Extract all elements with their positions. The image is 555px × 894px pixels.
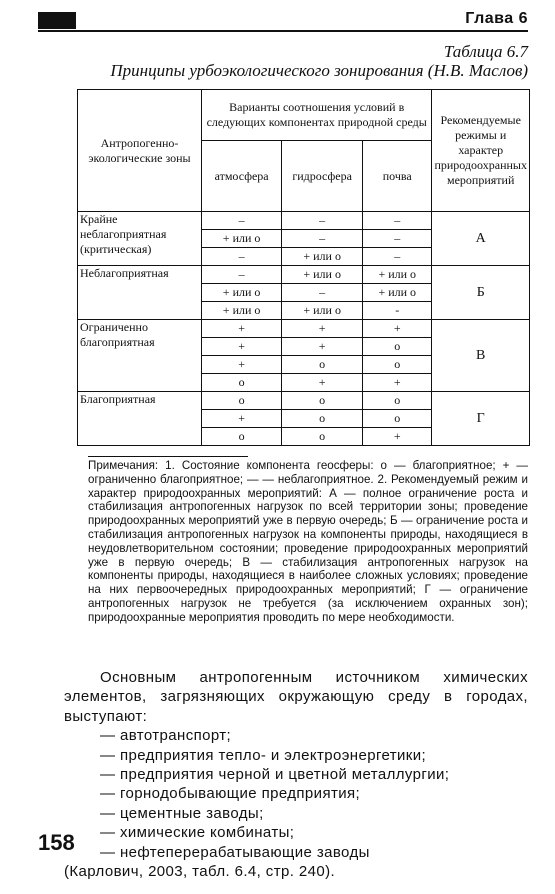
condition-cell: о [363, 338, 432, 356]
condition-cell: + или о [282, 266, 363, 284]
condition-cell: + [363, 428, 432, 446]
condition-cell: - [363, 302, 432, 320]
condition-cell: о [282, 392, 363, 410]
condition-cell: о [363, 392, 432, 410]
zoning-table [77, 89, 530, 446]
condition-cell: о [363, 410, 432, 428]
condition-cell: – [363, 248, 432, 266]
table-row [78, 320, 530, 338]
condition-cell: – [282, 284, 363, 302]
condition-cell: – [282, 212, 363, 230]
condition-cell: + [282, 338, 363, 356]
condition-cell: – [202, 212, 282, 230]
condition-cell: о [202, 428, 282, 446]
table-number: Таблица 6.7 [443, 42, 528, 61]
condition-cell: – [363, 212, 432, 230]
condition-cell: о [282, 410, 363, 428]
condition-cell: – [202, 266, 282, 284]
condition-cell: о [363, 356, 432, 374]
source-item: — горнодобывающие предприятия; [100, 785, 361, 803]
condition-cell: о [282, 356, 363, 374]
condition-cell: – [282, 230, 363, 248]
zone-name: Крайне неблагоприятная (критическая) [78, 212, 202, 266]
condition-cell: – [363, 230, 432, 248]
condition-cell: + или о [202, 230, 282, 248]
condition-cell: + [202, 320, 282, 338]
condition-cell: + или о [282, 248, 363, 266]
condition-cell: о [282, 428, 363, 446]
table-row [78, 392, 530, 410]
header-atmosphere: атмосфера [202, 141, 282, 212]
source-item: — цементные заводы; [100, 804, 264, 822]
header-soil: почва [363, 141, 432, 212]
body-text [64, 668, 528, 881]
table-notes: Примечания: 1. Состояние компонента геосферы: о — благоприятное; + — ограниченно благоприятное; — — неблагоприятное. 2. Рекомендуемый режим и характер природоохранных мероприятий: А — полное ограничение роста и стабилизация антропогенных нагрузок по всей территории зоны; проведение природоохранных мероприятий уже в первую очередь; Б — ограничение роста и стабилизация антропогенных нагрузок на компоненты природы, находящиеся в неудовлетворительном состоянии; проведение природоохранных мероприятий уже в первую очередь; В — стабилизация антропогенных нагрузок на компоненты природы, находящиеся в наиболее сложных условиях; проведение на них первоочередных природоохранных мероприятий; Г — ограничение антропогенных нагрузок не требуется (за исключением охранных зон); природоохранные мероприятия проводить по мере необходимости. [88, 459, 528, 624]
header-variants: Варианты соотношения условий в следующих компонентах природной среды [202, 90, 432, 141]
header-regime: Рекомендуемые режимы и характер природоохранных мероприятий [432, 90, 530, 212]
regime-code: В [432, 320, 530, 392]
page-number: 158 [38, 830, 75, 855]
condition-cell: + [282, 320, 363, 338]
condition-cell: о [202, 374, 282, 392]
source-item: — предприятия тепло- и электроэнергетики; [100, 746, 427, 764]
condition-cell: + или о [282, 302, 363, 320]
condition-cell: + [202, 356, 282, 374]
source-item: — химические комбинаты; [100, 824, 295, 842]
regime-code: А [432, 212, 530, 266]
header-hydrosphere: гидросфера [282, 141, 363, 212]
condition-cell: + или о [363, 266, 432, 284]
condition-cell: о [202, 392, 282, 410]
condition-cell: + или о [202, 284, 282, 302]
regime-code: Б [432, 266, 530, 320]
header-rule [38, 30, 528, 32]
header-bar [38, 12, 76, 29]
source-item: — автотранспорт; [100, 727, 232, 745]
chapter-title: Глава 6 [465, 10, 528, 27]
sources-list [64, 726, 528, 881]
condition-cell: + или о [363, 284, 432, 302]
notes-divider [88, 456, 248, 457]
header-zone: Антропогенно-экологические зоны [78, 90, 202, 212]
zone-name: Благоприятная [78, 392, 202, 446]
table-row [78, 212, 530, 230]
table-title: Принципы урбоэкологического зонирования (Н.В. Маслов) [110, 61, 528, 80]
zone-name: Ограниченно благоприятная [78, 320, 202, 392]
regime-code: Г [432, 392, 530, 446]
intro-paragraph: Основным антропогенным источником химических элементов, загрязняющих окружающую среду в городах, выступают: [64, 669, 528, 725]
condition-cell: + [202, 410, 282, 428]
condition-cell: + или о [202, 302, 282, 320]
condition-cell: – [202, 248, 282, 266]
condition-cell: + [363, 320, 432, 338]
source-item: — нефтеперерабатывающие заводы [100, 843, 370, 861]
source-item: (Карлович, 2003, табл. 6.4, стр. 240). [64, 863, 336, 881]
table-row [78, 266, 530, 284]
condition-cell: + [363, 374, 432, 392]
zone-name: Неблагоприятная [78, 266, 202, 320]
condition-cell: + [202, 338, 282, 356]
condition-cell: + [282, 374, 363, 392]
source-item: — предприятия черной и цветной металлургии; [100, 766, 450, 784]
